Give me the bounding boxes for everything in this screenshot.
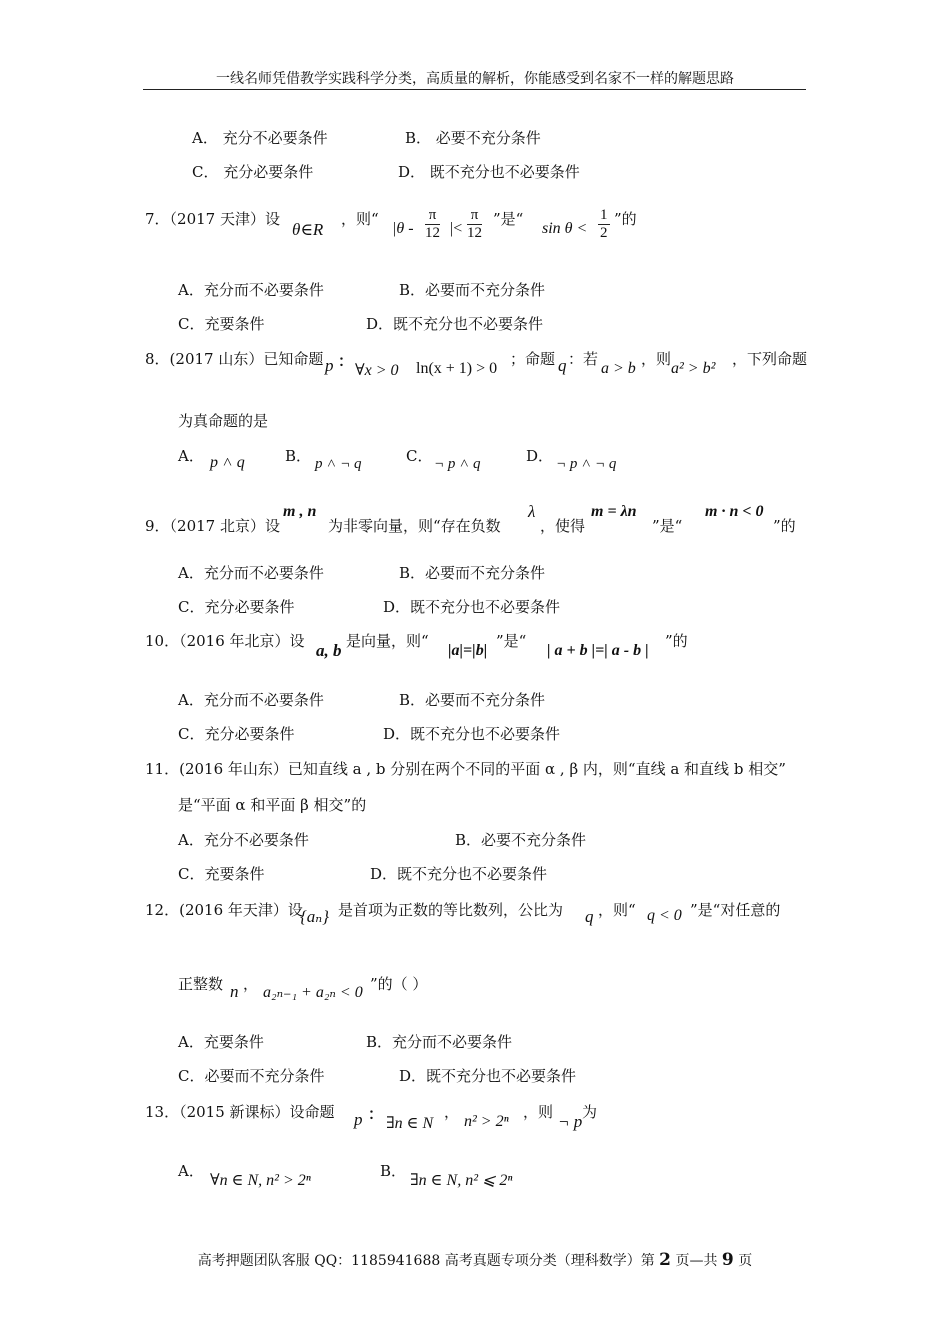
q8-option-b-expr: p ˄ ¬ q <box>315 456 362 472</box>
q7-option-d: D．既不充分也不必要条件 <box>366 315 544 333</box>
q7-end: ”的 <box>614 210 637 228</box>
q12-line2a: 正整数 <box>178 975 224 993</box>
q12-line2b: ”的（ ） <box>370 975 428 993</box>
q13-p: p <box>354 1110 363 1129</box>
q13-wei: 为 <box>582 1103 598 1121</box>
q10-vec: 是向量，则“ <box>346 632 429 650</box>
q11-option-a: A．充分不必要条件 <box>178 831 309 849</box>
q7-abs-mid: |< <box>450 220 463 237</box>
q8-ruo: ：若 <box>568 350 599 368</box>
page-header: 一线名师凭借教学实践科学分类，高质量的解析，你能感受到名家不一样的解题思路 <box>216 71 734 87</box>
q8-tail: ，下列命题 <box>732 350 808 368</box>
q7-fraction-1 <box>425 207 440 241</box>
q7-fraction-half <box>598 207 610 241</box>
q9-prefix: 9．（2017 北京）设 <box>145 517 280 535</box>
q11-option-d: D．既不充分也不必要条件 <box>370 865 548 883</box>
footer-right: 页 <box>738 1253 753 1269</box>
header-rule <box>143 89 806 90</box>
footer-page-number: 2 <box>659 1250 672 1270</box>
q6-option-b: B． 必要不充分条件 <box>405 129 541 147</box>
q12-option-d: D．既不充分也不必要条件 <box>399 1067 577 1085</box>
q8-option-c-label: C． <box>406 447 433 465</box>
q8-option-c-expr: ¬ p ˄ q <box>434 456 481 472</box>
q12-comma: ， <box>243 975 259 993</box>
footer-left: 高考押题团队客服 QQ：1185941688 高考真题专项分类（理科数学）第 <box>197 1253 655 1269</box>
q9-nonzero: 为非零向量，则“存在负数 <box>328 517 501 535</box>
q10-prefix: 10．（2016 年北京）设 <box>145 632 305 650</box>
q7-theta-in-r: θ∈R <box>292 220 324 239</box>
q12-option-a: A．充要条件 <box>178 1033 264 1051</box>
q12-option-c: C．必要而不充分条件 <box>178 1067 325 1085</box>
q10-option-a: A．充分而不必要条件 <box>178 691 324 709</box>
page-footer <box>0 1250 950 1270</box>
q8-a-gt-b: a > b <box>601 360 636 377</box>
q8-ze: ，则 <box>641 350 672 368</box>
q10-option-c: C．充分必要条件 <box>178 725 295 743</box>
q10-is: ”是“ <box>496 632 527 650</box>
q7-fraction-2 <box>467 207 482 241</box>
q11-line2: 是“平面 α 和平面 β 相交”的 <box>178 796 367 814</box>
q6-option-d: D． 既不充分也不必要条件 <box>398 163 580 181</box>
q9-lambda: λ <box>528 502 536 521</box>
q8-line2: 为真命题的是 <box>178 412 269 430</box>
q13-ineq: n² > 2ⁿ <box>464 1113 509 1130</box>
q10-ab: a, b <box>316 641 342 660</box>
q6-option-c: C． 充分必要条件 <box>192 163 314 181</box>
q13-option-a-expr: ∀n ∈ N, n² > 2ⁿ <box>210 1172 311 1189</box>
q13-exists: ∃n ∈ N <box>386 1115 434 1132</box>
q8-option-a-label: A． <box>178 447 204 465</box>
q9-mn: m , n <box>283 503 317 520</box>
q7-twelve-2: 12 <box>467 224 482 241</box>
q7-option-c: C．充要条件 <box>178 315 265 333</box>
q12-ze: ，则“ <box>598 901 636 919</box>
q7-option-b: B．必要而不充分条件 <box>399 281 546 299</box>
q8-option-b-label: B． <box>285 447 312 465</box>
q9-option-a: A．充分而不必要条件 <box>178 564 324 582</box>
q7-abs-left: |θ - <box>392 220 414 237</box>
q12-mid: 是首项为正数的等比数列，公比为 <box>338 901 564 919</box>
footer-mid: 页—共 <box>675 1253 718 1269</box>
q9-dot: m · n < 0 <box>705 503 764 520</box>
q10-option-b: B．必要而不充分条件 <box>399 691 546 709</box>
q12-option-b: B．充分而不必要条件 <box>366 1033 513 1051</box>
q12-q-lt: q < 0 <box>647 907 682 924</box>
q13-ze: ，则 <box>523 1103 554 1121</box>
q7-pi-1: π <box>425 207 440 225</box>
q9-shide: ，使得 <box>540 517 586 535</box>
q12-an: {aₙ} <box>300 907 329 926</box>
q13-option-b-label: B． <box>380 1162 407 1180</box>
q10-option-d: D．既不充分也不必要条件 <box>383 725 561 743</box>
q7-sin: sin θ < <box>542 220 588 237</box>
q12-tail: ”是“对任意的 <box>690 901 781 919</box>
q11-option-b: B．必要不充分条件 <box>455 831 587 849</box>
q8-option-d-label: D． <box>526 447 554 465</box>
q7-prefix: 7．（2017 天津）设 <box>145 210 280 228</box>
q8-ln: ln(x + 1) > 0 <box>416 360 498 377</box>
q13-comma: ， <box>444 1103 460 1121</box>
q8-forall: ∀x > 0 <box>355 362 399 379</box>
q9-option-c: C．充分必要条件 <box>178 598 295 616</box>
q8-option-a-expr: p ˄ q <box>210 454 245 471</box>
q12-prefix: 12．(2016 年天津）设 <box>145 901 303 919</box>
q13-option-b-expr: ∃n ∈ N, n² ⩽ 2ⁿ <box>410 1172 513 1189</box>
q7-twelve-1: 12 <box>425 224 440 241</box>
q13-prefix: 13．（2015 新课标）设命题 <box>145 1103 335 1121</box>
q9-option-d: D．既不充分也不必要条件 <box>383 598 561 616</box>
q12-q: q <box>585 907 594 926</box>
q12-sum: a₂ₙ₋₁ + a₂ₙ < 0 <box>263 984 363 1001</box>
q13-colon: ： <box>368 1105 384 1123</box>
q8-square: a² > b² <box>671 360 716 377</box>
q8-colon: ： <box>338 352 354 370</box>
footer-total-pages: 9 <box>721 1250 734 1270</box>
q13-option-a-label: A． <box>178 1162 204 1180</box>
q7-then: ，则“ <box>341 210 379 228</box>
q7-pi-2: π <box>467 207 482 225</box>
q12-n: n <box>230 982 239 1001</box>
q9-option-b: B．必要而不充分条件 <box>399 564 546 582</box>
q7-option-a: A．充分而不必要条件 <box>178 281 324 299</box>
q8-option-d-expr: ¬ p ˄ ¬ q <box>556 456 617 472</box>
q9-eq: m = λn <box>591 503 637 520</box>
q6-option-a: A． 充分不必要条件 <box>192 129 328 147</box>
q8-p: p <box>325 356 334 375</box>
q9-is: ”是“ <box>652 517 683 535</box>
q10-abs-expr: | a + b |=| a - b | <box>547 642 649 659</box>
q11-line1: 11．(2016 年山东）已知直线 a , b 分别在两个不同的平面 α , β 内，则“直线 a 和直线 b 相交” <box>145 760 786 778</box>
q7-two: 2 <box>600 224 608 241</box>
q8-mid: ；命题 <box>510 350 556 368</box>
q11-option-c: C．充要条件 <box>178 865 265 883</box>
q7-one: 1 <box>600 207 608 223</box>
q10-abs-ab: |a|=|b| <box>448 642 488 659</box>
q8-q: q <box>558 356 567 375</box>
q13-not-p: ¬ p <box>558 1112 583 1131</box>
q10-end: ”的 <box>665 632 688 650</box>
q8-prefix: 8．(2017 山东）已知命题 <box>145 350 324 368</box>
q9-end: ”的 <box>773 517 796 535</box>
q7-is: ”是“ <box>493 210 524 228</box>
